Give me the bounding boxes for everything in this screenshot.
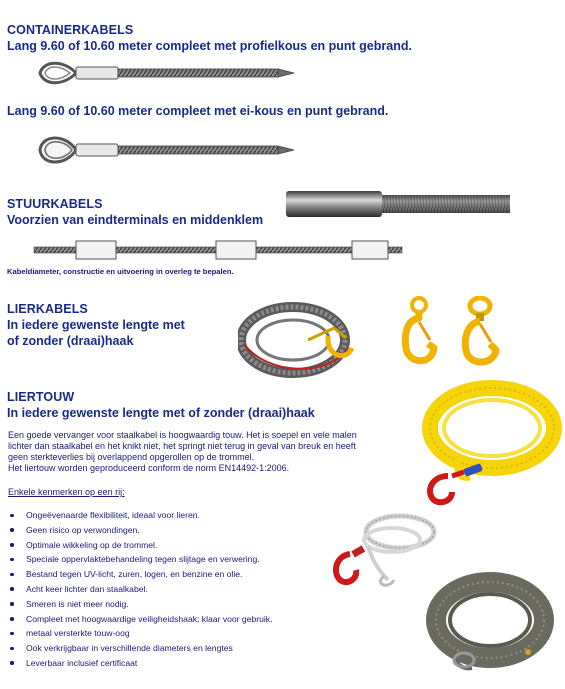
cable-profile-thimble-image (36, 56, 296, 90)
container-line-1: Lang 9.60 of 10.60 meter compleet met profielkous en punt gebrand. (7, 39, 412, 53)
list-item: Bestand tegen UV-licht, zuren, logen, en benzine en olie. (8, 569, 388, 584)
container-line-2: Lang 9.60 of 10.60 meter compleet met ei-kous en punt gebrand. (7, 104, 389, 118)
list-item: Smeren is niet meer nodig. (8, 599, 388, 614)
wire-rope-coil-image (238, 300, 373, 378)
list-item: Optimale wikkeling op de trommel. (8, 540, 388, 555)
hook-image (400, 296, 438, 370)
cable-egg-thimble-image (36, 132, 296, 168)
stuur-note: Kabeldiameter, constructie en uitvoering in overleg te bepalen. (7, 267, 234, 276)
stuur-heading: STUURKABELS (7, 197, 103, 211)
yellow-rope-coil-image (408, 380, 562, 508)
control-cable-image (32, 238, 404, 262)
lier-line-2: of zonder (draai)haak (7, 334, 134, 348)
grey-rope-coil-image (424, 570, 554, 678)
list-item: Speciale oppervlaktebehandeling tegen slijtage en verwering. (8, 554, 388, 569)
liertouw-heading: LIERTOUW (7, 390, 75, 404)
liertouw-paragraph (8, 430, 408, 474)
lier-heading: LIERKABELS (7, 302, 88, 316)
liertouw-subheading: In iedere gewenste lengte met of zonder (draai)haak (7, 406, 315, 420)
list-item: Ongeëvenaarde flexibiliteit, ideaal voor lieren. (8, 510, 388, 525)
lier-line-1: In iedere gewenste lengte met (7, 318, 185, 332)
liertouw-para-line-2: lichter dan staalkabel en het knikt niet, het springt niet terug in geval van breuk en heeft (8, 441, 356, 451)
swivel-hook-image (460, 296, 500, 370)
list-item: Acht keer lichter dan staalkabel. (8, 584, 388, 599)
list-item: Ook verkrijgbaar in verschillende diameters en lengtes (8, 643, 388, 658)
container-heading: CONTAINERKABELS (7, 23, 134, 37)
liertouw-para-line-4: Het liertouw worden geproduceerd conform de norm EN14492-1:2006. (8, 463, 290, 473)
stuur-subheading: Voorzien van eindterminals en middenklem (7, 213, 264, 227)
liertouw-para-line-1: Een goede vervanger voor staalkabel is hoogwaardig touw. Het is soepel en vele malen (8, 430, 357, 440)
liertouw-para-line-3: geen sterkteverlies bij overlappend opgerollen op de trommel. (8, 452, 255, 462)
list-item: Compleet met hoogwaardige veiligheidshaak; klaar voor gebruik. (8, 614, 388, 629)
features-title: Enkele kenmerken op een rij: (8, 487, 125, 497)
list-item: metaal versterkte touw-oog (8, 628, 388, 643)
list-item: Geen risico op verwondingen. (8, 525, 388, 540)
end-terminal-image (284, 188, 514, 220)
list-item: Leverbaar inclusief certificaat (8, 658, 388, 673)
